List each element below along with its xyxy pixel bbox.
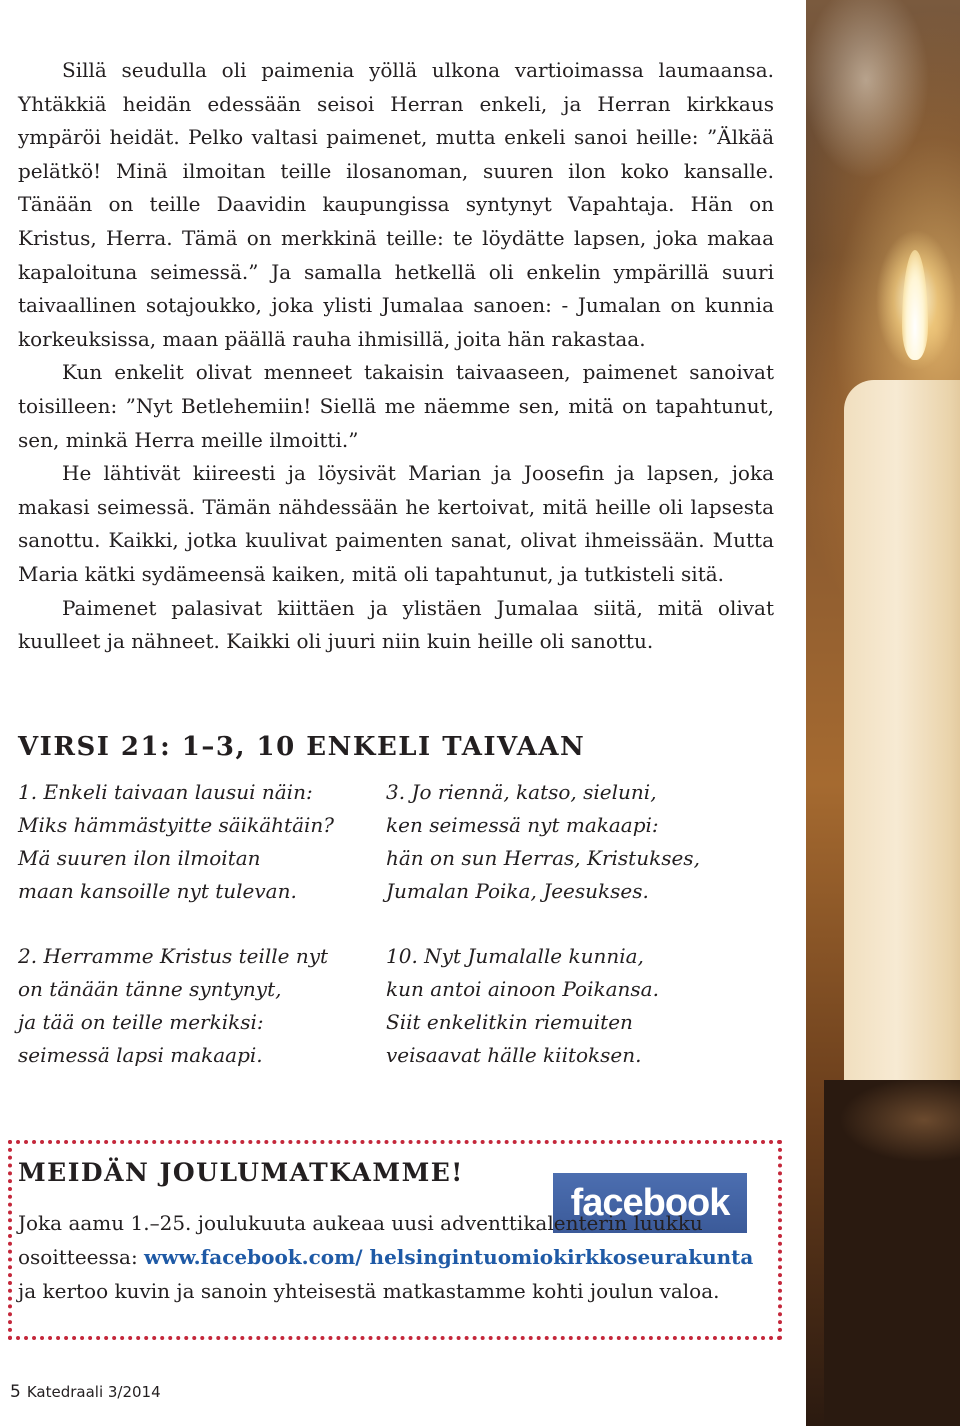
facebook-logo: facebook	[553, 1173, 747, 1233]
verse-line: Miks hämmästyitte säikähtäin?	[18, 813, 335, 837]
candle-body	[844, 380, 960, 1140]
candle-holder	[824, 1080, 960, 1426]
paragraph-3: He lähtivät kiireesti ja löysivät Marian ja Joosefin ja lapsen, joka makasi seimessä. Tämän nähdessään he kertoivat, mitä heille oli lapsesta sanottu. Kaikki, jotka kuulivat paimenten sanat, olivat ihmeissään. Mutta Maria kätki sydämeensä kaiken, mitä oli tapahtunut, ja tutkisteli sitä.	[18, 461, 774, 586]
verse-line: ja tää on teille merkiksi:	[18, 1010, 264, 1034]
verse-line: maan kansoille nyt tulevan.	[18, 879, 297, 903]
page-number: 5	[10, 1382, 21, 1402]
verse-line: 10. Nyt Jumalalle kunnia,	[386, 944, 644, 968]
verse-line: hän on sun Herras, Kristukses,	[386, 846, 700, 870]
verse-line: 2. Herramme Kristus teille nyt	[18, 944, 329, 968]
hymn-verse-10	[386, 940, 659, 1072]
box-text-outro: ja kertoo kuvin ja sanoin yhteisestä matkastamme kohti joulun valoa.	[18, 1279, 720, 1303]
verse-line: veisaavat hälle kiitoksen.	[386, 1043, 642, 1067]
verse-line: ken seimessä nyt makaapi:	[386, 813, 659, 837]
hymn-verse-1	[18, 776, 334, 908]
verse-line: Siit enkelitkin riemuiten	[386, 1010, 633, 1034]
paragraph-4: Paimenet palasivat kiittäen ja ylistäen Jumalaa siitä, mitä olivat kuulleet ja nähneet. Kaikki oli juuri niin kuin heille oli sanottu.	[18, 595, 774, 654]
box-title: MEIDÄN JOULUMATKAMME!	[18, 1158, 464, 1187]
verse-line: kun antoi ainoon Poikansa.	[386, 977, 659, 1001]
verse-line: Mä suuren ilon ilmoitan	[18, 846, 261, 870]
verse-line: 3. Jo riennä, katso, sieluni,	[386, 780, 657, 804]
candle-smoke	[806, 0, 960, 240]
candle-photo	[806, 0, 960, 1426]
hymn-verse-3	[386, 776, 700, 908]
paragraph-1: Sillä seudulla oli paimenia yöllä ulkona vartioimassa laumaansa. Yhtäkkiä heidän edessään seisoi Herran enkeli, ja Herran kirkkaus ympäröi heidät. Pelko valtasi paimenet, mutta enkeli sanoi heille: ”Älkää pelätkö! Minä ilmoitan teille ilosanoman, suuren ilon koko kansalle. Tänään on teille Daavidin kaupungissa syntynyt Vapahtaja. Hän on Kristus, Herra. Tämä on merkkinä teille: te löydätte lapsen, joka makaa kapaloituna seimessä.” Ja samalla hetkellä oli enkelin ympärillä suuri taivaallinen sotajoukko, joka ylisti Jumalaa sanoen: - Jumalan on kunnia korkeuksissa, maan päällä rauha ihmisillä, joita hän rakastaa.	[18, 58, 774, 351]
publication-name: Katedraali 3/2014	[26, 1383, 161, 1401]
box-text-intro: Joka aamu 1.–25. joulukuuta aukeaa uusi adventtikalenterin luukku osoitteessa:	[18, 1211, 703, 1269]
verse-line: 1. Enkeli taivaan lausui näin:	[18, 780, 313, 804]
hymn-title: VIRSI 21: 1–3, 10 ENKELI TAIVAAN	[18, 732, 586, 762]
verse-line: on tänään tänne syntynyt,	[18, 977, 282, 1001]
verse-line: seimessä lapsi makaapi.	[18, 1043, 263, 1067]
hymn-verse-2	[18, 940, 328, 1072]
candle-flame	[902, 250, 928, 360]
facebook-page-link[interactable]: www.facebook.com/ helsingintuomiokirkkoseurakunta	[144, 1245, 754, 1269]
verse-line: Jumalan Poika, Jeesukses.	[386, 879, 649, 903]
page-footer	[10, 1382, 161, 1402]
scripture-text	[18, 54, 774, 659]
box-text	[18, 1206, 758, 1308]
paragraph-2: Kun enkelit olivat menneet takaisin taivaaseen, paimenet sanoivat toisilleen: ”Nyt Betlehemiin! Siellä me näemme sen, mitä on tapahtunut, sen, minkä Herra meille ilmoitti.”	[18, 360, 774, 452]
